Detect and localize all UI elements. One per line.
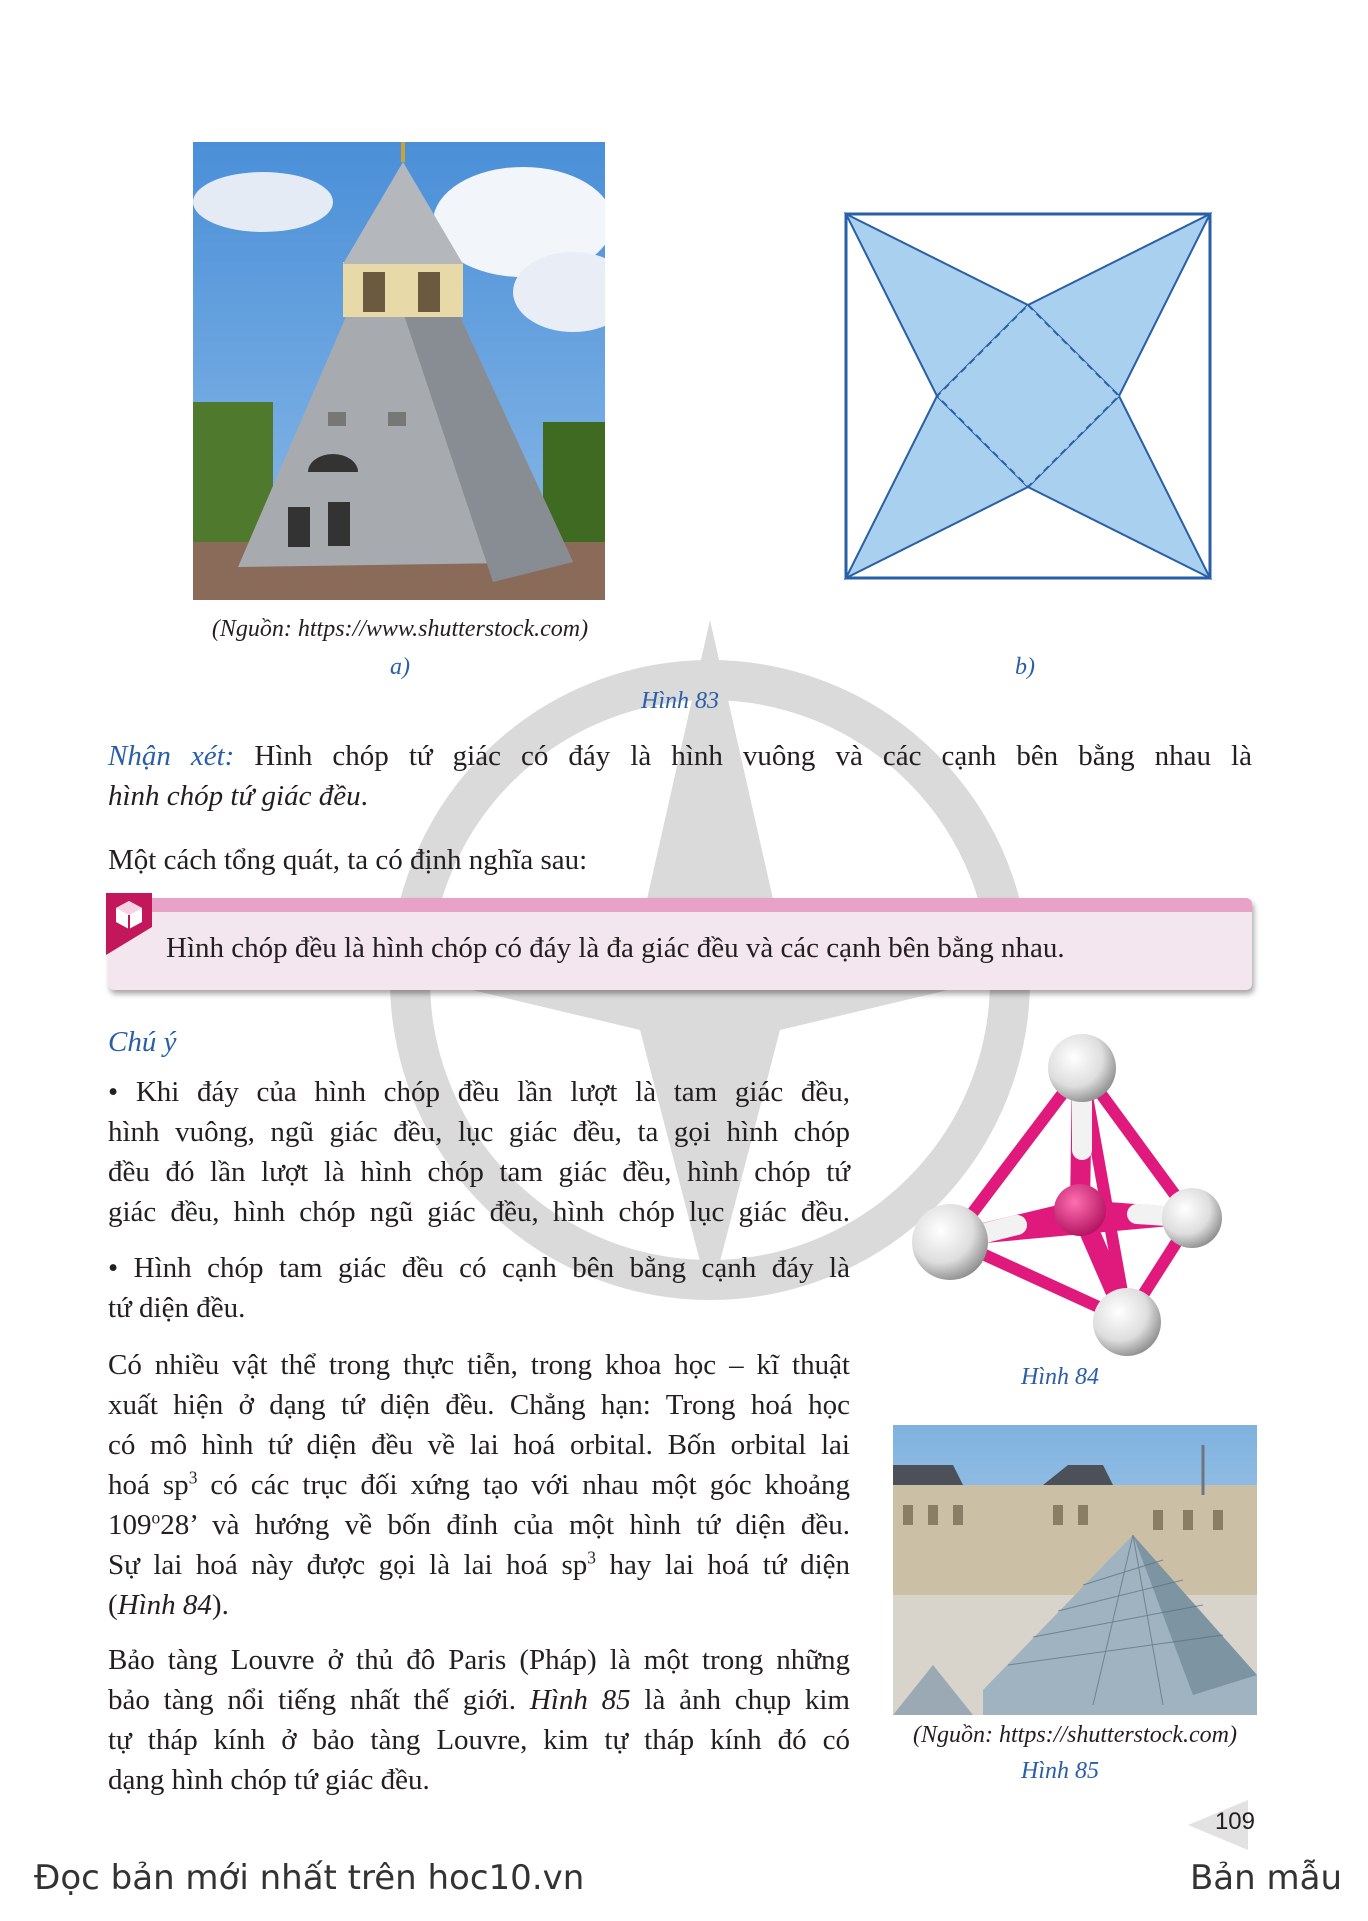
general-intro: Một cách tổng quát, ta có định nghĩa sau: xyxy=(108,844,588,876)
note-b1-line-1: • Khi đáy của hình chóp đều lần lượt là tam giác đều, xyxy=(108,1076,850,1108)
para1-line-5: 109$^o$28’ và hướng về bốn đỉnh của một hình tứ diện đều. xyxy=(108,1507,850,1541)
tower-photo xyxy=(193,142,605,600)
remark-term: hình chóp tứ giác đều xyxy=(108,780,361,812)
note-b1-line-3: đều đó lần lượt là hình chóp tam giác đều, hình chóp tứ xyxy=(108,1156,850,1188)
para2-line-1: Bảo tàng Louvre ở thủ đô Paris (Pháp) là một trong những xyxy=(108,1644,850,1676)
figure-83-caption: Hình 83 xyxy=(641,688,719,714)
figure-84-ref: Hình 84 xyxy=(117,1589,212,1621)
para1-line-2: xuất hiện ở dạng tứ diện đều. Chẳng hạn: Trong hoá học xyxy=(108,1389,850,1421)
definition-box xyxy=(108,898,1252,990)
figure-85-ref: Hình 85 xyxy=(529,1684,631,1716)
remark-line-2: hình chóp tứ giác đều. xyxy=(108,780,368,812)
note-b2-line-1: • Hình chóp tam giác đều có cạnh bên bằng cạnh đáy là xyxy=(108,1252,850,1284)
note-b1-line-4: giác đều, hình chóp ngũ giác đều, hình chóp lục giác đều. xyxy=(108,1196,850,1228)
figure-85-source: (Nguồn: https://shutterstock.com) xyxy=(913,1722,1237,1748)
para2-line-3: tự tháp kính ở bảo tàng Louvre, kim tự tháp kính đó có xyxy=(108,1724,850,1756)
footer-right-text: Bản mẫu xyxy=(1189,1858,1342,1898)
figure-84-caption: Hình 84 xyxy=(1021,1364,1099,1390)
figure-83-label-b: b) xyxy=(1015,654,1035,680)
footer-left-text: Đọc bản mới nhất trên hoc10.vn xyxy=(34,1858,585,1898)
page-number: 109 xyxy=(1214,1808,1255,1835)
figure-85-caption: Hình 85 xyxy=(1021,1758,1099,1784)
para1-line-4: hoá $sp^3$ có các trục đối xứng tạo với nhau một góc khoảng xyxy=(108,1467,850,1501)
definition-text: Hình chóp đều là hình chóp có đáy là đa giác đều và các cạnh bên bằng nhau. xyxy=(166,932,1065,964)
remark-text: Hình chóp tứ giác có đáy là hình vuông và các cạnh bên bằng nhau là xyxy=(254,740,1252,772)
pyramid-net-diagram xyxy=(842,210,1214,582)
tetrahedron-molecule-model xyxy=(902,1030,1226,1370)
note-b1-line-2: hình vuông, ngũ giác đều, lục giác đều, ta gọi hình chóp xyxy=(108,1116,850,1148)
figure-83-label-a: a) xyxy=(390,654,410,680)
note-b2-line-2: tứ diện đều. xyxy=(108,1292,246,1324)
remark-line-1 xyxy=(108,736,1252,776)
para2-line-4: dạng hình chóp tứ giác đều. xyxy=(108,1764,430,1796)
para1-line-1: Có nhiều vật thể trong thực tiễn, trong khoa học – kĩ thuật xyxy=(108,1349,850,1381)
figure-83-source: (Nguồn: https://www.shutterstock.com) xyxy=(211,616,589,642)
para1-line-3: có mô hình tứ diện đều về lai hoá orbital. Bốn orbital lai xyxy=(108,1429,850,1461)
para1-line-7: (Hình 84). xyxy=(108,1589,229,1621)
louvre-pyramid-photo xyxy=(893,1425,1257,1715)
remark-label: Nhận xét: xyxy=(108,740,235,772)
para1-line-6: Sự lai hoá này được gọi là lai hoá $sp^3$ hay lai hoá tứ diện xyxy=(108,1547,850,1581)
para2-line-2: bảo tàng nổi tiếng nhất thế giới. Hình 85 là ảnh chụp kim xyxy=(108,1684,850,1716)
cube-icon xyxy=(106,893,152,955)
definition-bar xyxy=(108,898,1252,912)
note-title: Chú ý xyxy=(108,1026,177,1058)
